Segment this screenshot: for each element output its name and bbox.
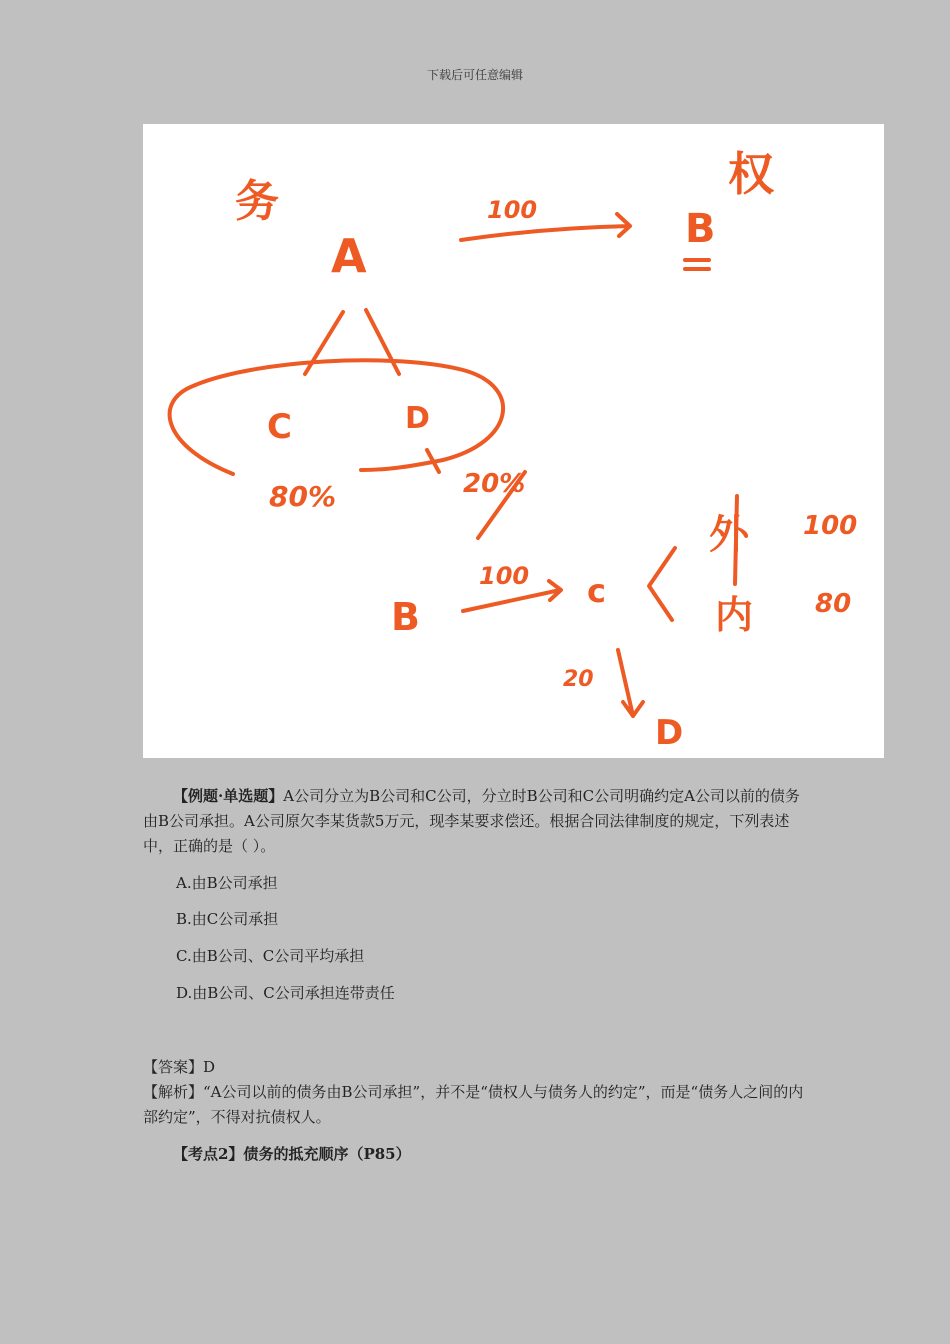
label-pct-d: 20% <box>463 469 526 499</box>
option-c: C.由B公司、C公司平均承担 <box>176 947 365 965</box>
label-b-bottom: B <box>391 595 420 639</box>
label-amount-down: 20 <box>563 667 594 692</box>
section-heading: 【考点2】债务的抵充顺序（P85） <box>173 1145 411 1163</box>
branch-right <box>366 310 399 374</box>
analysis-tag: 【解析】 <box>143 1083 204 1101</box>
label-amount-bottom: 100 <box>479 562 530 590</box>
label-wu: 务 <box>235 176 279 227</box>
analysis-text: “A公司以前的债务由B公司承担”，并不是“债权人与债务人的约定”，而是“债务人之间的内部约定”，不得对抗债权人。 <box>143 1083 804 1126</box>
analysis-paragraph <box>143 1080 813 1130</box>
question-tag: 【例题·单选题】 <box>173 787 284 805</box>
oval-grouping <box>170 360 503 474</box>
label-a: A <box>331 229 367 283</box>
brace-angle <box>649 548 675 620</box>
label-d: D <box>405 401 430 436</box>
answer-line <box>143 1055 813 1080</box>
label-d-bottom: D <box>655 713 684 753</box>
label-nei-amount: 80 <box>815 589 852 619</box>
label-pct-c: 80% <box>269 480 337 513</box>
option-b: B.由C公司承担 <box>176 910 279 928</box>
b-underline <box>685 260 709 269</box>
question-paragraph <box>143 784 813 859</box>
arrow-c-to-d <box>618 650 643 716</box>
label-quan: 权 <box>728 147 774 201</box>
option-d: D.由B公司、C公司承担连带责任 <box>176 984 395 1002</box>
diagram-svg <box>143 124 884 758</box>
handwritten-diagram <box>143 124 884 758</box>
option-a: A.由B公司承担 <box>176 874 278 892</box>
answer-value: D <box>203 1058 216 1076</box>
label-wai: 外 <box>709 512 749 558</box>
label-wai-amount: 100 <box>803 511 858 541</box>
label-b-top: B <box>685 206 716 252</box>
label-c: C <box>267 407 292 447</box>
page-header: 下载后可任意编辑 <box>426 68 523 82</box>
label-amount-top: 100 <box>487 196 538 224</box>
answer-tag: 【答案】 <box>143 1058 204 1076</box>
branch-left <box>305 312 343 374</box>
question-text: A公司分立为B公司和C公司，分立时B公司和C公司明确约定A公司以前的债务由B公司承担。A公司原欠李某货款5万元，现李某要求偿还。根据合同法律制度的规定，下列表述中，正确的是（ ）。 <box>143 787 800 855</box>
label-nei: 内 <box>715 593 754 637</box>
label-c-bottom: c <box>587 572 606 610</box>
